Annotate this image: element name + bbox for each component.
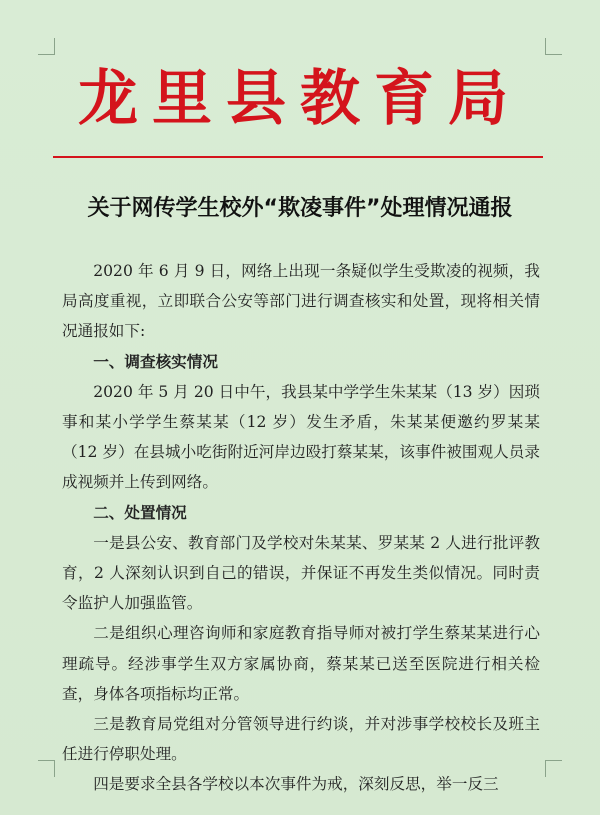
crop-mark-top-right [545,38,562,55]
document-body [62,256,540,800]
section-heading-investigation: 一、调查核实情况 [93,352,218,371]
intro-paragraph: 2020 年 6 月 9 日，网络上出现一条疑似学生受欺凌的视频，我局高度重视，立即联合公安等部门进行调查核实和处置，现将相关情况通报如下: [62,262,540,341]
section-heading-handling: 二、处置情况 [93,503,187,522]
header-red-rule [53,156,543,158]
crop-mark-bottom-left [38,760,55,777]
issuing-organization: 龙里县教育局 [78,64,522,134]
handling-paragraph-1: 一是县公安、教育部门及学校对朱某某、罗某某 2 人进行批评教育，2 人深刻认识到自己的错误，并保证不再发生类似情况。同时责令监护人加强监管。 [62,533,540,613]
crop-mark-bottom-right [545,760,562,777]
handling-paragraph-2: 二是组织心理咨询师和家庭教育指导师对被打学生蔡某某进行心理疏导。经涉事学生双方家属协商，蔡某某已送至医院进行相关检查，身体各项指标均正常。 [62,624,540,703]
investigation-paragraph: 2020 年 5 月 20 日中午，我县某中学学生朱某某（13 岁）因琐事和某小学学生蔡某某（12 岁）发生矛盾，朱某某便邀约罗某某（12 岁）在县城小吃街附近河岸边殴打蔡某某，该事件被围观人员录成视频并上传到网络。 [62,382,540,492]
document-title: 关于网传学生校外“欺凌事件”处理情况通报 [87,196,513,221]
handling-paragraph-3: 三是教育局党组对分管领导进行约谈，并对涉事学校校长及班主任进行停职处理。 [62,715,540,764]
crop-mark-top-left [38,38,55,55]
handling-paragraph-4: 四是要求全县各学校以本次事件为戒，深刻反思，举一反三 [93,775,499,794]
